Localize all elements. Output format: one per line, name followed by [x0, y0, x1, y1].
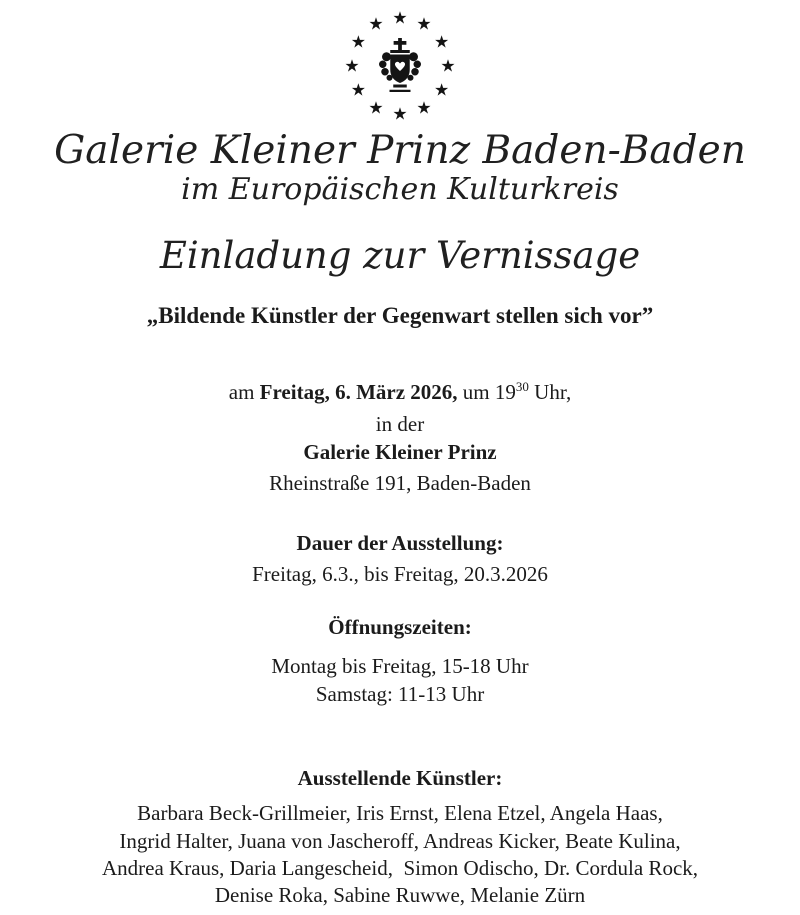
duration-text: Freitag, 6.3., bis Freitag, 20.3.2026 [252, 561, 548, 586]
exhibition-quote: „Bildende Künstler der Gegenwart stellen sich vor” [146, 302, 654, 328]
euro-star-icon: ★ [368, 14, 384, 34]
euro-star-icon: ★ [392, 104, 408, 124]
euro-star-icon: ★ [350, 80, 367, 100]
crest-icon [377, 38, 423, 98]
venue-intro: in der [375, 412, 425, 437]
euro-star-icon: ★ [368, 98, 384, 118]
artist-line: Denise Roka, Sabine Ruwwe, Melanie Zürn [214, 883, 586, 908]
euro-star-icon: ★ [344, 56, 360, 76]
artist-line: Ingrid Halter, Juana von Jascheroff, Andreas Kicker, Beate Kulina, [119, 828, 681, 853]
euro-star-icon: ★ [433, 80, 450, 100]
date-prefix: am [228, 379, 260, 404]
gallery-title: Galerie Kleiner Prinz Baden-Baden [54, 128, 746, 173]
euro-star-icon: ★ [433, 32, 450, 52]
artists-list [0, 800, 800, 909]
euro-star-icon: ★ [392, 8, 408, 28]
logo-star-ring [342, 10, 458, 122]
artist-line: Barbara Beck-Grillmeier, Iris Ernst, Elena Etzel, Angela Haas, [137, 801, 663, 826]
time-prefix: um 19 [457, 379, 516, 404]
artist-line: Andrea Kraus, Daria Langescheid, Simon Odischo, Dr. Cordula Rock, [101, 855, 699, 880]
invitation-title: Einladung zur Vernissage [159, 233, 641, 277]
euro-star-icon: ★ [350, 32, 367, 52]
gallery-subtitle: im Europäischen Kulturkreis [181, 171, 619, 207]
artists-heading: Ausstellende Künstler: [297, 766, 503, 791]
hours-weekdays: Montag bis Freitag, 15-18 Uhr [271, 653, 529, 678]
euro-star-icon: ★ [440, 56, 456, 76]
hours-saturday: Samstag: 11-13 Uhr [315, 681, 485, 706]
venue-name: Galerie Kleiner Prinz [303, 440, 497, 465]
duration-heading: Dauer der Ausstellung: [296, 531, 504, 556]
euro-star-icon: ★ [416, 14, 432, 34]
euro-star-icon: ★ [416, 98, 432, 118]
event-date-line [0, 379, 800, 406]
date-text: Freitag, 6. März 2026, [259, 379, 458, 404]
hours-heading: Öffnungszeiten: [328, 614, 472, 639]
time-superscript: 30 [515, 378, 529, 394]
venue-address: Rheinstraße 191, Baden-Baden [269, 471, 531, 496]
time-suffix: Uhr, [528, 379, 572, 404]
